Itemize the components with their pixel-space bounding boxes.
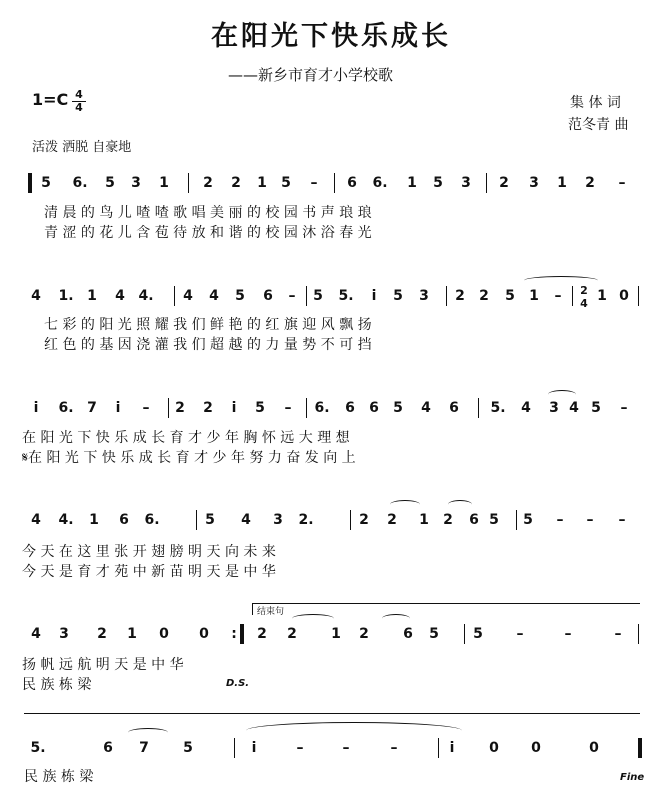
- lyric-line: 民 族 栋 梁: [24, 769, 94, 785]
- staff-system-5: 4 3 2 1 0 0 : 2 2 1 2 6 5 5 – – –: [28, 626, 638, 646]
- time-signature: 4 4: [72, 90, 86, 113]
- composer-credit: 范冬青 曲: [568, 117, 629, 133]
- lyric-line: 今 天 是 育 才 苑 中 新 苗 明 天 是 中 华: [22, 564, 276, 580]
- key-signature: 1=C: [32, 90, 69, 109]
- staff-system-3: i 6. 7 i – 2 2 i 5 – 6. 6 6 5 4 6 5. 4 3 4 5 –: [33, 400, 628, 416]
- staff-system-2: 4 1. 1 4 4. 4 4 5 6 – 5 5. i 5 3 2 2 5 1 – 2 4 1 0: [28, 288, 638, 308]
- lyric-line: 在 阳 光 下 快 乐 成 长 育 才 少 年 胸 怀 远 大 理 想: [22, 430, 350, 446]
- song-subtitle: ——新乡市育才小学校歌: [228, 66, 394, 84]
- lyric-line: 扬 帆 远 航 明 天 是 中 华: [22, 657, 184, 673]
- lyric-line: 今 天 在 这 里 张 开 翅 膀 明 天 向 未 来: [22, 544, 276, 560]
- coda-label: 结束句: [257, 607, 285, 617]
- note: 5: [41, 175, 51, 191]
- staff-system-1: 5 6. 5 3 1 2 2 1 5 – 6 6. 1 5 3 2 3 1 2 –: [28, 175, 638, 195]
- lyric-line: 七 彩 的 阳 光 照 耀 我 们 鲜 艳 的 红 旗 迎 风 飘 扬: [44, 317, 372, 333]
- dal-segno-mark: D.S.: [226, 678, 250, 689]
- staff-system-4: 4 4. 1 6 6. 5 4 3 2. 2 2 1 2 6 5 5 – – –: [31, 512, 626, 528]
- song-title: 在阳光下快乐成长: [211, 21, 451, 52]
- lyric-line: 清 晨 的 鸟 儿 喳 喳 歌 唱 美 丽 的 校 园 书 声 琅 琅: [44, 205, 372, 221]
- lyric-line: 红 色 的 基 因 浇 灌 我 们 超 越 的 力 量 势 不 可 挡: [44, 337, 372, 353]
- fine-mark: Fine: [620, 772, 645, 783]
- lyric-line: 民 族 栋 梁: [22, 677, 92, 693]
- lyric-line: 青 涩 的 花 儿 含 苞 待 放 和 谐 的 校 园 沐 浴 春 光: [44, 225, 372, 241]
- lyricist-credit: 集 体 词: [570, 95, 621, 111]
- tempo-marking: 活泼 洒脱 自豪地: [32, 140, 132, 155]
- staff-system-6: 5. 6 7 5 i – – – i 0 0 0: [28, 740, 638, 760]
- lyric-line: 𝄋在 阳 光 下 快 乐 成 长 育 才 少 年 努 力 奋 发 向 上: [22, 450, 356, 466]
